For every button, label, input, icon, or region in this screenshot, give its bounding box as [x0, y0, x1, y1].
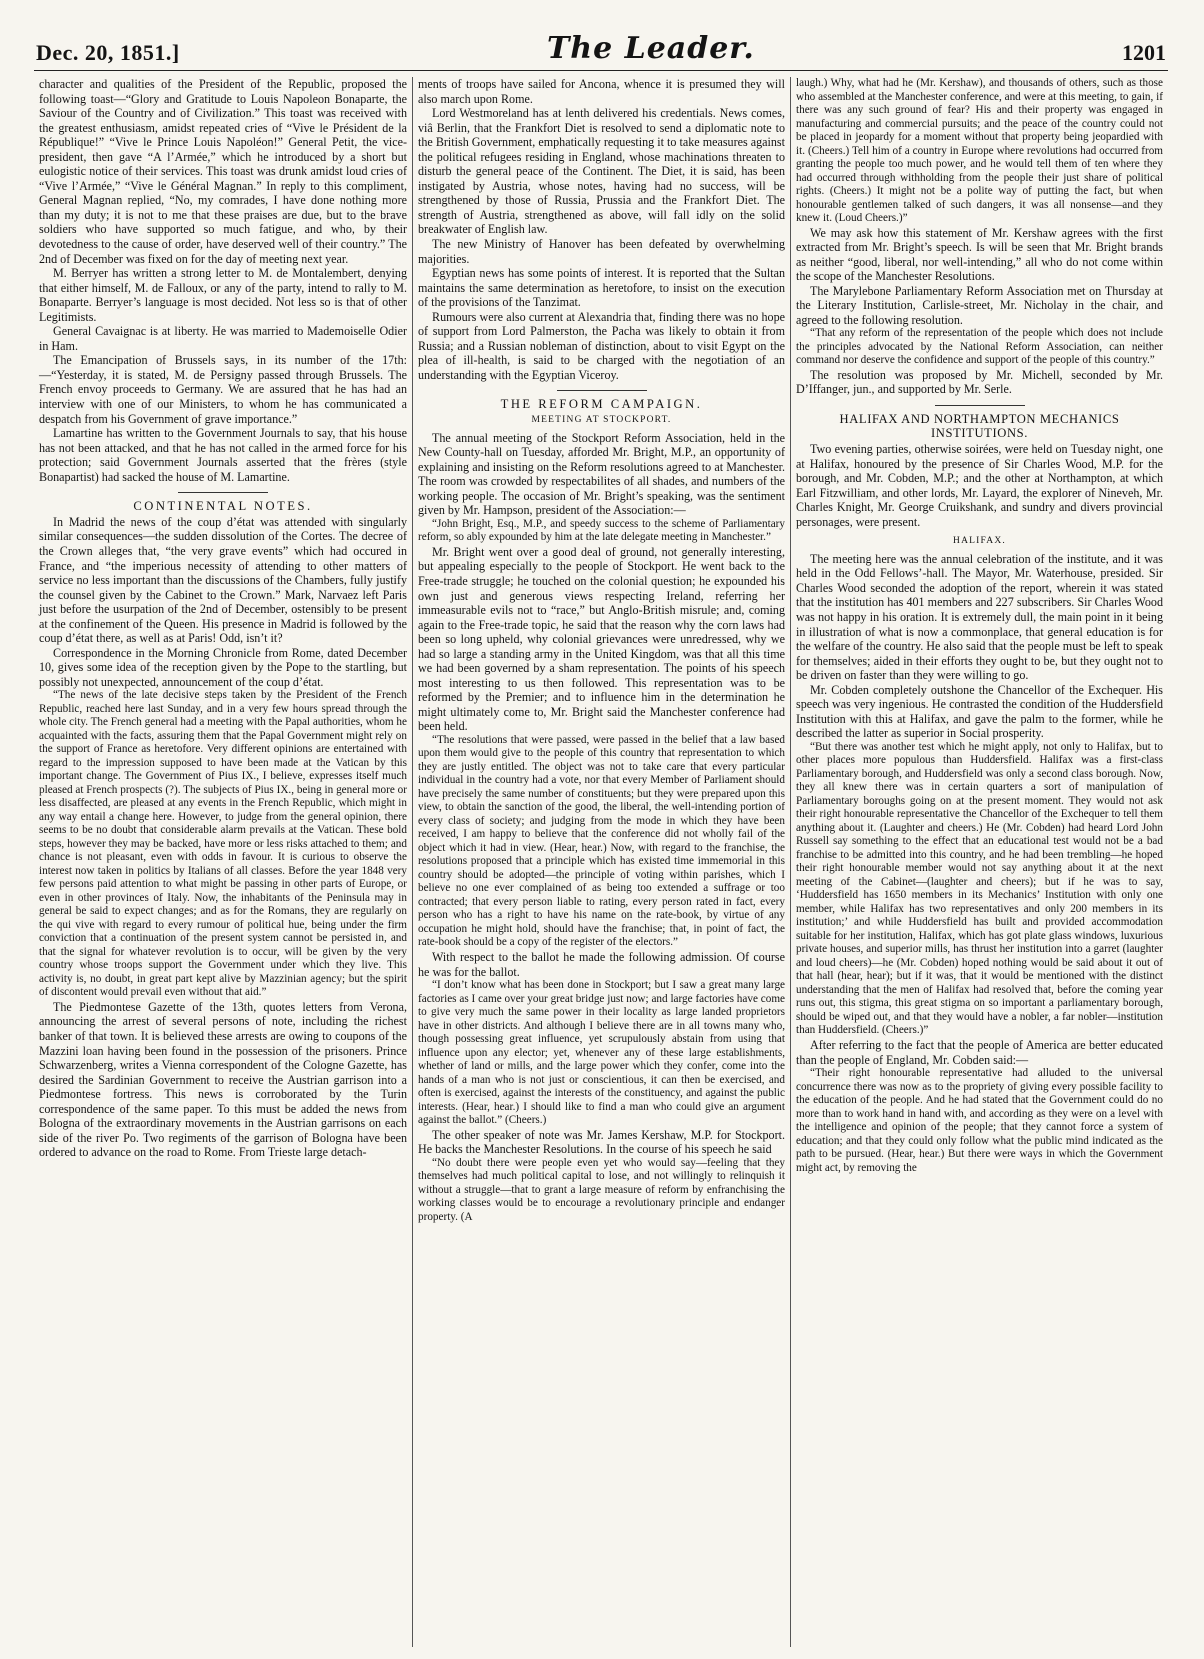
quoted-paragraph: laugh.) Why, what had he (Mr. Kershaw), and thousands of others, such as those who assembled at the Manchester conference, and were at this meeting, to gain, if there was any such ground of fear? His and their property was engaged in manufacturing and commercial pursuits; and the peace of the country could not be placed in jeopardy for a moment without that property being jeopardied with it. (Cheers.) Tell him of a country in Europe where revolutions had occurred from granting the people too much power, and he would tell them of ten where they had occurred through withholding from the people their just share of political rights. (Cheers.) It might not be a polite way of putting the fact, but when honourable gentlemen talked of such dangers, it was all nonsense—and they knew it. (Loud Cheers.)” [796, 77, 1163, 224]
page-header [34, 30, 1168, 71]
paragraph: After referring to the fact that the people of America are better educated than the people of England, Mr. Cobden said:— [796, 1037, 1163, 1067]
paragraph: Egyptian news has some points of interest. It is reported that the Sultan maintains the same determination as heretofore, to insist on the execution of the provisions of the Tanzimat. [418, 266, 785, 310]
paragraph: M. Berryer has written a strong letter to M. de Montalembert, denying that either himself, M. de Falloux, or any of the party, intend to rally to M. Bonaparte. Berryer’s language is most decided. Not less so is that of other Legitimists. [39, 266, 407, 324]
paragraph: In Madrid the news of the coup d’état was attended with singularly similar consequences—the sudden dissolution of the Cortes. The decree of the Crown alleges that, “the very grave events” which had occured in France, and “the imperious necessity of attending to other matters of service no less important than the discussions of the Chambers, fully justify the counsel given by the Cabinet to the Crown.” Mark, Narvaez left Paris just before the usurpation of the 2nd of December, ostensibly to be present at the confinement of the Queen. His presence in Madrid is followed by the coup d’état there, as well as at Paris! Odd, isn’t it? [39, 514, 407, 646]
paragraph: General Cavaignac is at liberty. He was married to Mademoiselle Odier in Ham. [39, 324, 407, 353]
quoted-paragraph: “John Bright, Esq., M.P., and speedy success to the scheme of Parliamentary reform, so ably expounded by him at the late delegate meeting in Manchester.” [418, 517, 785, 544]
section-subheading: MEETING AT STOCKPORT. [531, 415, 672, 426]
paragraph: Mr. Bright went over a good deal of ground, not generally interesting, but appealing especially to the people of Stockport. He went back to the Free-trade struggle; he touched on the colonial question; he expounded his own just and generous views respecting Ireland, referring her immeasurable evils not to “race,” but Anglo-British misrule; and, coming again to the Free-trade topic, he said that the reason why the corn laws had been so long upheld, why colonial grievances were unredressed, why we had so large a standing army in the United Kingdom, was that all this time we had been governed by a sham representation. The points of his speech most interesting to us then followed. This representation was to be reformed by the Premier; and to influence him in the determination he might ultimately come to, Mr. Bright said the Manchester conference had been held. [418, 544, 785, 734]
paragraph: The Emancipation of Brussels says, in its number of the 17th:—“Yesterday, it is stated, M. de Persigny passed through Brussels. The French envoy proceeds to Germany. We are assured that he has had an interview with one of our Ministers, to whom he has communicated a despatch from his Government of grave importance.” [39, 353, 407, 426]
paragraph: Lord Westmoreland has at lenth delivered his credentials. News comes, viâ Berlin, that the Frankfort Diet is resolved to send a diplomatic note to the British Government, emphatically requesting it to take measures against the political refugees residing in England, whose machinations threaten to disturb the general peace of the Continent. The Diet, it is said, has been instigated by Austria, whose notes, having had no success, will be strengthened by those of Russia, Prussia and the Frankfort Diet. The strength of Austria, strengthened as above, will fall idly on the solid breakwater of English law. [418, 106, 785, 237]
paragraph: Rumours were also current at Alexandria that, finding there was no hope of support from Lord Palmerston, the Pacha was likely to obtain it from Russia; and a Russian nobleman of distinction, about to visit Egypt on the plea of ill-health, is said to be charged with the negotiation of an understanding with the Egyptian Viceroy. [418, 309, 785, 382]
section-heading: HALIFAX AND NORTHAMPTON MECHANICS INSTITUTIONS. [839, 411, 1120, 441]
quoted-paragraph: “I don’t know what has been done in Stockport; but I saw a great many large factories as I came over your great bridge just now; and large factories have come to give very much the same power in their locality as large landed proprietors have in other districts. And although I believe there are in all towns many who, though possessing great influence, yet scrupulously abstain from using that influence upon any elector; yet, whenever any of these large establishments, whether of land or mills, and the large power which they confer, come into the hands of a man who is not just or conscientious, it can then be exercised, and often is exercised, against the interests of the constituency, and against the public interests. (Hear, hear.) I should like to find a man who could give an argument against the ballot.” (Cheers.) [418, 979, 785, 1127]
paragraph: Correspondence in the Morning Chronicle from Rome, dated December 10, gives some idea of the reception given by the Pope to the startling, but possibly not unexpected, announcement of the coup d’état. [39, 645, 407, 689]
section-divider [935, 405, 1025, 406]
issue-date: Dec. 20, 1851.] [36, 40, 180, 65]
paragraph: The new Ministry of Hanover has been defeated by overwhelming majorities. [418, 237, 785, 266]
paragraph: Two evening parties, otherwise soirées, were held on Tuesday night, one at Halifax, honoured by the presence of Sir Charles Wood, M.P. for the borough, and Mr. Cobden, M.P.; and the other at Northampton, at which Earl Fitzwilliam, and other lords, Mr. Layard, the explorer of Nineveh, Mr. Charles Knight, Mr. George Cruikshank, and sundry and divers provincial personages, were present. [796, 442, 1163, 529]
paragraph: With respect to the ballot he made the following admission. Of course he was for the ballot. [418, 949, 785, 979]
column-3 [790, 77, 1168, 1647]
section-divider [178, 492, 268, 493]
section-heading: CONTINENTAL NOTES. [133, 499, 313, 514]
paragraph: The Piedmontese Gazette of the 13th, quotes letters from Verona, announcing the arrest of several persons of note, including the richest banker of that town. It is believed these arrests are owing to coupons of the Mazzini loan having been found in the possession of the prisoners. Prince Schwarzenberg, writes a Vienna correspondent of the Cologne Gazette, has desired the Sardinian Government to receive the Austrian garrison into a Piedmontese fortress. This news is corroborated by the Turin correspondence of the same paper. To this must be added the news from Bologna of the extraordinary movements in the Austrian garrisons on each side of the river Po. Two regiments of the garrison of Bologna have been ordered to advance on the road to Rome. From Trieste large detach- [39, 999, 407, 1160]
columns [34, 77, 1168, 1647]
paragraph: The annual meeting of the Stockport Reform Association, held in the New County-hall on Tuesday, afforded Mr. Bright, M.P., an opportunity of explaining and insisting on the Reform resolutions agreed to at Manchester. The room was crowded by respectabilites of all shades, and numbers of the working people. The occasion of Mr. Bright’s speaking, was the sentiment given by Mr. Hampson, president of the Association:— [418, 430, 785, 518]
paragraph: The Marylebone Parliamentary Reform Association met on Thursday at the Literary Institution, Carlisle-street, Mr. Nicholay in the chair, and agreed to the following resolution. [796, 283, 1163, 327]
quoted-paragraph: “That any reform of the representation of the people which does not include the principles advocated by the National Reform Association, can neither command nor deserve the confidence and support of the people of this country.” [796, 327, 1163, 367]
quoted-paragraph: “The resolutions that were passed, were passed in the belief that a law based upon them would give to the people of this country that representation to which they are justly entitled. The object was not to take care that every particular individual in the country had a vote, nor that every Member of Parliament should have precisely the same number of constituents; but they were prepared upon this view, to obtain the sanction of the good, the liberal, the well-intending portion of every class of society; and judging from the mode in which they have been received, I am happy to believe that the conference did not wholly fail of the object which it had in view. (Hear, hear.) Now, with regard to the franchise, the resolutions proposed that a principle which has existed time immemorial in this country should be adopted—the principle of voting within parishes, which I believe no one ever complained of as being too extended a suffrage or too contracted; that every person liable to rating, every person rated in fact, every person who has a right to have his name on the rate-book, by virtue of any occupation he might hold, should have the franchise; that, in point of fact, the rate-book should be a copy of the register of the electors.” [418, 733, 785, 949]
quoted-paragraph: “But there was another test which he might apply, not only to Halifax, but to other places more populous than Huddersfield. Halifax was a first-class Parliamentary borough, and Huddersfield was only a second class borough. Now, they all knew there was in certain quarters a sort of manipulation of Parliamentary boroughs going on at the present moment. They would not ask their right honourable representative the Chancellor of the Exchequer to tell them anything about it. (Laughter and cheers.) He (Mr. Cobden) had heard Lord John Russell say something to the effect that an educational test would not be a bad franchise to be admitted into this country, and he had been trembling—he hoped their right honourable member would not say anything about it at the next meeting of the Cabinet—(laughter and cheers); but if he was to say, ‘Huddersfield has 1650 members in its Mechanics’ Institution with only one member, while Halifax has two representatives and only 200 members in its institution;’ and while Huddersfield has built and provided accommodation suitable for her institution, Halifax, which has got plate glass windows, luxurious private houses, and superior mills, has thrust her institution into a garret (laughter and loud cheers)—he (Mr. Cobden) hoped nothing would be said about it out of that hall (hear, hear); but if it was, that it would be mentioned with the distinct understanding that the men of Halifax had resolved that, before the coming year runs out, this stigma, this great stigma on so important a parliamentary borough, should be wiped out, and that they would have a nobler, a far nobler—institution than Huddersfield. (Cheers.)” [796, 740, 1163, 1037]
masthead-title: The Leader. [546, 31, 755, 66]
paragraph: ments of troops have sailed for Ancona, whence it is presumed they will also march upon Rome. [418, 77, 785, 106]
quoted-paragraph: “The news of the late decisive steps taken by the President of the French Republic, reached here last Sunday, and in a very few hours spread through the whole city. The French general had a meeting with the Papal authorities, whom he acquainted with the facts, assuring them that the Papal Government might rely on the support of France as heretofore. Very different opinions are entertained with regard to the impression supposed to have been made at the Vatican by this important change. The Government of Pius IX., I believe, expresses itself much pleased at French prospects (?). The subjects of Pius IX., being in general more or less disaffected, are pleased at any events in the French Republic, which might in any way entail a change here. However, to judge from the general opinion, there seems to be no doubt that considerable alarm prevails at the Vatican. These bold steps, however they may be backed, have more or less risks attached to them; and chance is not pleasant, even with odds in favour. It is curious to observe the interest now taken in politics by Italians of all classes. Before the year 1848 very few persons paid attention to what might be passing in other parts of Europe, or even in other provinces of Italy. Now, the inhabitants of the Peninsula may in general be said to expect changes; and as for the Romans, they are regularly on the qui vive with regard to every rumour of political hue, being under the firm conviction that a continuation of the present system cannot be persisted in, and that the signal for whatever revolution is to occur, will be given by the very country whose troops support the Government under which they live. This activity is, no doubt, in great part kept alive by Mazzinian agency; but the spirit of discontent would prevail even without that aid.” [39, 689, 407, 999]
column-2 [412, 77, 790, 1647]
section-heading: THE REFORM CAMPAIGN. [500, 397, 703, 412]
paragraph: The other speaker of note was Mr. James Kershaw, M.P. for Stockport. He backs the Manchester Resolutions. In the course of his speech he said [418, 1127, 785, 1157]
section-subheading: HALIFAX. [953, 536, 1006, 547]
section-divider [557, 390, 647, 391]
paragraph: The meeting here was the annual celebration of the institute, and it was held in the Odd Fellows’-hall. The Mayor, Mr. Waterhouse, presided. Sir Charles Wood seconded the adoption of the report, wherein it was stated that the institution has 401 members and 227 subscribers. Sir Charles Wood was not happy in his oration. It is extremely dull, the main point in it being in illustration of what is now a commonplace, that general education is for the welfare of the country. He also said that the people must be left to speak for themselves; aided in their efforts they ought to be, but they ought not to be driven on faster than they were willing to go. [796, 551, 1163, 683]
paragraph: character and qualities of the President of the Republic, proposed the following toast—“Glory and Gratitude to Louis Napoleon Bonaparte, the Saviour of the Country and of Civilization.” This toast was received with the greatest enthusiasm, amidst repeated cries of “Vive le Président de la République!” “Vive le Prince Louis Napoléon!” General Petit, the vice-president, then gave “A l’Armée,” which he introduced by a short but eulogistic notice of their services. This toast was drunk amidst loud cries of “Vive l’Armée,” “Vive le Général Magnan.” In reply to this compliment, General Magnan replied, “No, my comrades, I have done nothing more than my duty; it is not to me that these praises are due, but to the brave soldiers who have supported so much fatigue, and who, by their devotedness to the cause of order, have deserved well of their country.” The 2nd of December was fixed on for the day of meeting next year. [39, 77, 407, 266]
paragraph: Mr. Cobden completely outshone the Chancellor of the Exchequer. His speech was very ingenious. He contrasted the condition of the Huddersfield Institution with this at Halifax, and gave the palm to the former, while he described the latter as superior in Social prosperity. [796, 682, 1163, 741]
paragraph: The resolution was proposed by Mr. Michell, seconded by Mr. D’Iffanger, jun., and supported by Mr. Serle. [796, 367, 1163, 397]
quoted-paragraph: “Their right honourable representative had alluded to the universal concurrence there was now as to the propriety of giving every possible facility to the education of the people. And he had stated that the Government could do no more than to work hand in hand with, and according as they were on a level with the intelligence and opinion of the people; that they cannot force a system of education; and that they could only follow what the public mind indicated as the path to be pursued. (Hear, hear.) But there were ways in which the Government might act, by removing the [796, 1067, 1163, 1174]
page-number: 1201 [1121, 40, 1166, 65]
paragraph: Lamartine has written to the Government Journals to say, that his house has not been attacked, and that he has not called in the armed force for his protection; said Government Journals asserted that the frères (style Bonapartist) had sacked the house of M. Lamartine. [39, 426, 407, 484]
column-1 [34, 77, 412, 1647]
quoted-paragraph: “No doubt there were people even yet who would say—feeling that they themselves had much political capital to lose, and not willingly to relinquish it without a struggle—that to grant a large measure of reform by enfranchising the working classes would be to encourage a revolutionary principle and endanger property. (A [418, 1156, 785, 1223]
paragraph: We may ask how this statement of Mr. Kershaw agrees with the first extracted from Mr. Bright’s speech. Is will be seen that Mr. Bright brands as neither “good, liberal, nor well-intending,” all who do not come within the scope of the Manchester Resolutions. [796, 225, 1163, 284]
